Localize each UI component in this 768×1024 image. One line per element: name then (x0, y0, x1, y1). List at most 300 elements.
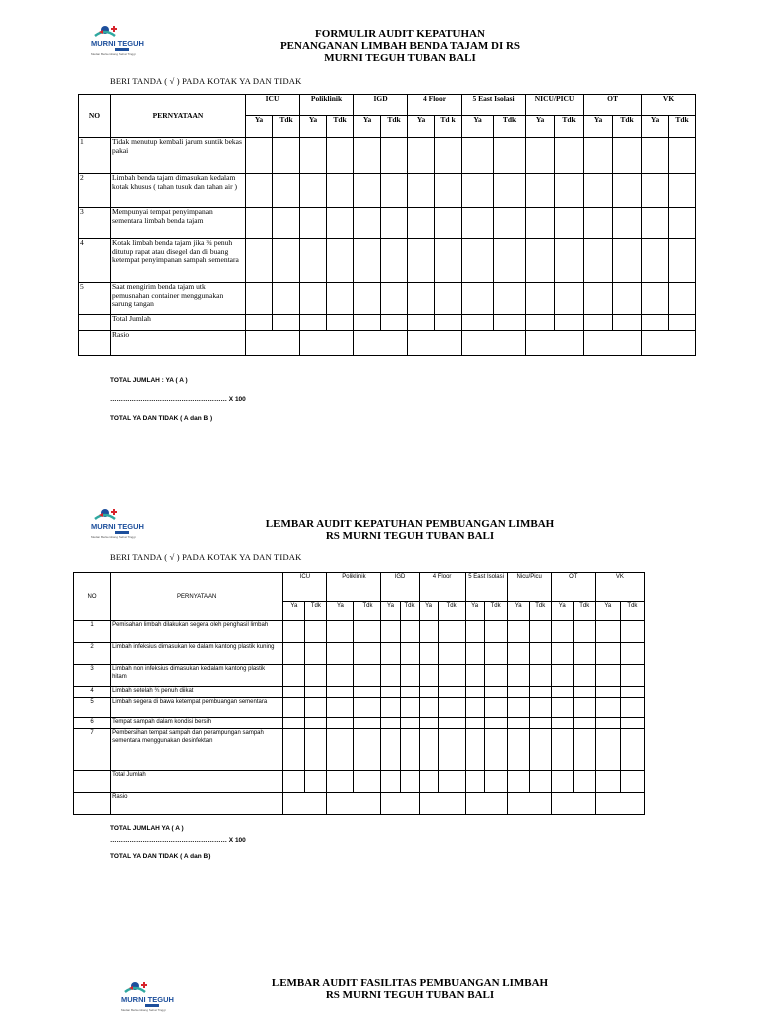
check-cell[interactable] (584, 283, 613, 315)
ya-header: Ya (465, 602, 484, 621)
check-cell[interactable] (613, 174, 642, 208)
check-cell[interactable] (584, 239, 613, 283)
check-cell[interactable] (620, 665, 644, 687)
rasio-cell[interactable] (381, 793, 419, 815)
check-cell[interactable] (465, 687, 484, 698)
check-cell[interactable] (584, 208, 613, 239)
check-cell[interactable] (555, 174, 584, 208)
check-cell[interactable] (435, 138, 462, 174)
form2-formula-numerator: TOTAL JUMLAH YA ( A ) (110, 825, 184, 832)
check-cell[interactable] (484, 621, 507, 643)
table-row (79, 239, 696, 283)
form1-audit-table (78, 94, 696, 356)
check-cell[interactable] (494, 208, 526, 239)
check-cell[interactable] (354, 138, 381, 174)
check-cell[interactable] (526, 208, 555, 239)
check-cell[interactable] (620, 621, 644, 643)
tdk-header: Tdk (354, 602, 381, 621)
check-cell[interactable] (465, 718, 484, 729)
header-no: NO (74, 573, 111, 621)
form1-title-line: FORMULIR AUDIT KEPATUHAN (315, 28, 485, 40)
check-cell[interactable] (438, 643, 465, 665)
check-cell[interactable] (595, 621, 620, 643)
check-cell[interactable] (273, 239, 300, 283)
unit-header: Poliklinik (327, 573, 381, 602)
check-cell[interactable] (595, 665, 620, 687)
check-cell[interactable] (669, 208, 696, 239)
check-cell[interactable] (507, 687, 529, 698)
check-cell[interactable] (438, 621, 465, 643)
check-cell[interactable] (305, 687, 327, 698)
check-cell[interactable] (400, 643, 419, 665)
total-label: Total Jumlah (111, 771, 283, 793)
check-cell[interactable] (400, 771, 419, 793)
check-cell[interactable] (529, 643, 551, 665)
check-cell[interactable] (573, 698, 595, 718)
check-cell[interactable] (613, 239, 642, 283)
check-cell[interactable] (381, 729, 400, 771)
check-cell[interactable] (327, 208, 354, 239)
check-cell[interactable] (246, 138, 273, 174)
check-cell[interactable] (327, 771, 354, 793)
check-cell[interactable] (573, 771, 595, 793)
rasio-cell[interactable] (419, 793, 465, 815)
form1-instruction: BERI TANDA ( √ ) PADA KOTAK YA DAN TIDAK (110, 76, 302, 86)
check-cell[interactable] (273, 315, 300, 331)
check-cell[interactable] (419, 718, 438, 729)
form3-title (240, 977, 580, 1001)
rasio-cell[interactable] (465, 793, 507, 815)
check-cell[interactable] (327, 138, 354, 174)
table-row (79, 138, 696, 174)
check-cell[interactable] (438, 698, 465, 718)
check-cell[interactable] (246, 315, 273, 331)
check-cell[interactable] (462, 138, 494, 174)
check-cell[interactable] (465, 729, 484, 771)
check-cell[interactable] (595, 771, 620, 793)
check-cell[interactable] (435, 174, 462, 208)
table-row (79, 283, 696, 315)
check-cell[interactable] (354, 174, 381, 208)
check-cell[interactable] (438, 687, 465, 698)
check-cell[interactable] (595, 643, 620, 665)
check-cell[interactable] (620, 687, 644, 698)
ya-header: Ya (526, 116, 555, 138)
check-cell[interactable] (400, 665, 419, 687)
check-cell[interactable] (283, 687, 305, 698)
check-cell[interactable] (354, 239, 381, 283)
hospital-logo (85, 505, 167, 539)
check-cell[interactable] (462, 283, 494, 315)
rasio-cell[interactable] (462, 331, 526, 356)
check-cell[interactable] (381, 718, 400, 729)
check-cell[interactable] (438, 771, 465, 793)
check-cell[interactable] (462, 174, 494, 208)
check-cell[interactable] (400, 718, 419, 729)
check-cell[interactable] (494, 239, 526, 283)
check-cell[interactable] (246, 239, 273, 283)
check-cell[interactable] (507, 621, 529, 643)
check-cell[interactable] (551, 729, 573, 771)
check-cell[interactable] (620, 643, 644, 665)
check-cell[interactable] (435, 239, 462, 283)
check-cell[interactable] (555, 138, 584, 174)
check-cell[interactable] (300, 174, 327, 208)
check-cell[interactable] (529, 687, 551, 698)
check-cell[interactable] (613, 315, 642, 331)
check-cell[interactable] (584, 174, 613, 208)
check-cell[interactable] (408, 208, 435, 239)
rasio-cell[interactable] (526, 331, 584, 356)
check-cell[interactable] (400, 687, 419, 698)
check-cell[interactable] (381, 283, 408, 315)
form2-instruction: BERI TANDA ( √ ) PADA KOTAK YA DAN TIDAK (110, 552, 302, 562)
hospital-logo (115, 978, 197, 1012)
check-cell[interactable] (354, 698, 381, 718)
check-cell[interactable] (300, 208, 327, 239)
rasio-cell[interactable] (354, 331, 408, 356)
check-cell[interactable] (595, 718, 620, 729)
form3-title-line: RS MURNI TEGUH TUBAN BALI (325, 989, 495, 1001)
check-cell[interactable] (620, 718, 644, 729)
check-cell[interactable] (573, 729, 595, 771)
total-row (74, 771, 645, 793)
check-cell[interactable] (465, 643, 484, 665)
check-cell[interactable] (555, 315, 584, 331)
check-cell[interactable] (305, 643, 327, 665)
check-cell[interactable] (300, 315, 327, 331)
rasio-cell[interactable] (584, 331, 642, 356)
check-cell[interactable] (438, 665, 465, 687)
check-cell[interactable] (669, 315, 696, 331)
unit-header: IGD (381, 573, 419, 602)
check-cell[interactable] (300, 138, 327, 174)
check-cell[interactable] (283, 698, 305, 718)
check-cell[interactable] (551, 643, 573, 665)
table-row (79, 208, 696, 239)
ya-header: Ya (419, 602, 438, 621)
check-cell[interactable] (381, 665, 400, 687)
check-cell[interactable] (354, 665, 381, 687)
rasio-label: Rasio (111, 793, 283, 815)
check-cell[interactable] (305, 718, 327, 729)
check-cell[interactable] (381, 621, 400, 643)
check-cell[interactable] (327, 729, 354, 771)
check-cell[interactable] (435, 283, 462, 315)
check-cell[interactable] (327, 665, 354, 687)
check-cell[interactable] (555, 283, 584, 315)
svg-text:MURNI TEGUH: MURNI TEGUH (91, 522, 144, 531)
check-cell[interactable] (620, 698, 644, 718)
check-cell[interactable] (529, 718, 551, 729)
check-cell[interactable] (283, 621, 305, 643)
row-no: 4 (79, 239, 111, 283)
check-cell[interactable] (551, 621, 573, 643)
svg-text:MURNI TEGUH: MURNI TEGUH (121, 995, 174, 1004)
check-cell[interactable] (408, 174, 435, 208)
check-cell[interactable] (529, 771, 551, 793)
check-cell[interactable] (354, 687, 381, 698)
ya-header: Ya (462, 116, 494, 138)
check-cell[interactable] (484, 729, 507, 771)
row-statement: Limbah infeksius dimasukan ke dalam kantong plastik kuning (111, 643, 283, 665)
check-cell[interactable] (419, 665, 438, 687)
check-cell[interactable] (595, 729, 620, 771)
check-cell[interactable] (494, 174, 526, 208)
check-cell[interactable] (551, 698, 573, 718)
check-cell[interactable] (305, 621, 327, 643)
check-cell[interactable] (435, 208, 462, 239)
check-cell[interactable] (327, 239, 354, 283)
row-no: 1 (79, 138, 111, 174)
rasio-cell[interactable] (642, 331, 696, 356)
check-cell[interactable] (494, 283, 526, 315)
ya-header: Ya (642, 116, 669, 138)
check-cell[interactable] (354, 718, 381, 729)
check-cell[interactable] (419, 687, 438, 698)
row-no: 2 (79, 174, 111, 208)
check-cell[interactable] (354, 621, 381, 643)
check-cell[interactable] (462, 239, 494, 283)
check-cell[interactable] (494, 138, 526, 174)
check-cell[interactable] (507, 643, 529, 665)
check-cell[interactable] (484, 718, 507, 729)
check-cell[interactable] (465, 621, 484, 643)
check-cell[interactable] (305, 698, 327, 718)
check-cell[interactable] (595, 687, 620, 698)
check-cell[interactable] (620, 771, 644, 793)
check-cell[interactable] (435, 315, 462, 331)
check-cell[interactable] (354, 643, 381, 665)
form3-title-line: LEMBAR AUDIT FASILITAS PEMBUANGAN LIMBAH (271, 977, 549, 989)
unit-header: OT (551, 573, 595, 602)
check-cell[interactable] (300, 239, 327, 283)
check-cell[interactable] (595, 698, 620, 718)
tdk-header: Tdk (327, 116, 354, 138)
rasio-cell[interactable] (300, 331, 354, 356)
check-cell[interactable] (327, 621, 354, 643)
row-statement: Tempat sampah dalam kondisi bersih (111, 718, 283, 729)
check-cell[interactable] (529, 729, 551, 771)
row-statement: Mempunyai tempat penyimpanan sementara limbah benda tajam (111, 208, 246, 239)
tdk-header: Tdk (305, 602, 327, 621)
check-cell[interactable] (305, 771, 327, 793)
check-cell[interactable] (246, 208, 273, 239)
check-cell[interactable] (642, 315, 669, 331)
check-cell[interactable] (526, 138, 555, 174)
check-cell[interactable] (300, 283, 327, 315)
check-cell[interactable] (419, 771, 438, 793)
check-cell[interactable] (438, 729, 465, 771)
check-cell[interactable] (381, 315, 408, 331)
check-cell[interactable] (642, 174, 669, 208)
check-cell[interactable] (305, 665, 327, 687)
check-cell[interactable] (529, 665, 551, 687)
check-cell[interactable] (283, 643, 305, 665)
tdk-header: Tdk (484, 602, 507, 621)
check-cell[interactable] (327, 718, 354, 729)
check-cell[interactable] (573, 621, 595, 643)
check-cell[interactable] (283, 718, 305, 729)
tdk-header: Td k (435, 116, 462, 138)
unit-header: ICU (283, 573, 327, 602)
table-row (74, 643, 645, 665)
check-cell[interactable] (484, 687, 507, 698)
form2-formula-denominator: TOTAL YA DAN TIDAK ( A dan B) (110, 853, 211, 860)
check-cell[interactable] (381, 643, 400, 665)
rasio-cell[interactable] (283, 793, 327, 815)
check-cell[interactable] (669, 239, 696, 283)
check-cell[interactable] (573, 687, 595, 698)
check-cell[interactable] (551, 718, 573, 729)
check-cell[interactable] (327, 315, 354, 331)
check-cell[interactable] (381, 239, 408, 283)
check-cell[interactable] (408, 315, 435, 331)
check-cell[interactable] (354, 208, 381, 239)
check-cell[interactable] (573, 665, 595, 687)
check-cell[interactable] (669, 174, 696, 208)
check-cell[interactable] (484, 698, 507, 718)
check-cell[interactable] (573, 643, 595, 665)
check-cell[interactable] (620, 729, 644, 771)
check-cell[interactable] (381, 208, 408, 239)
check-cell[interactable] (465, 665, 484, 687)
check-cell[interactable] (283, 665, 305, 687)
check-cell[interactable] (484, 771, 507, 793)
check-cell[interactable] (327, 698, 354, 718)
check-cell[interactable] (381, 174, 408, 208)
check-cell[interactable] (381, 771, 400, 793)
row-no: 2 (74, 643, 111, 665)
check-cell[interactable] (305, 729, 327, 771)
check-cell[interactable] (507, 729, 529, 771)
check-cell[interactable] (381, 138, 408, 174)
header-no: NO (79, 95, 111, 138)
form1-formula-numerator: TOTAL JUMLAH : YA ( A ) (110, 377, 188, 384)
svg-text:MURNI TEGUH: MURNI TEGUH (91, 39, 144, 48)
check-cell[interactable] (551, 687, 573, 698)
check-cell[interactable] (273, 208, 300, 239)
check-cell[interactable] (354, 771, 381, 793)
check-cell[interactable] (419, 621, 438, 643)
check-cell[interactable] (327, 643, 354, 665)
unit-header: VK (595, 573, 644, 602)
check-cell[interactable] (555, 239, 584, 283)
check-cell[interactable] (400, 698, 419, 718)
check-cell[interactable] (669, 283, 696, 315)
check-cell[interactable] (494, 315, 526, 331)
rasio-cell[interactable] (246, 331, 300, 356)
check-cell[interactable] (642, 283, 669, 315)
tdk-header: Tdk (494, 116, 526, 138)
unit-header: VK (642, 95, 696, 116)
check-cell[interactable] (462, 315, 494, 331)
check-cell[interactable] (526, 283, 555, 315)
tdk-header: Tdk (273, 116, 300, 138)
check-cell[interactable] (507, 718, 529, 729)
check-cell[interactable] (462, 208, 494, 239)
check-cell[interactable] (419, 729, 438, 771)
check-cell[interactable] (529, 621, 551, 643)
check-cell[interactable] (327, 174, 354, 208)
check-cell[interactable] (507, 771, 529, 793)
row-statement: Limbah non infeksius dimasukan kedalam kantong plastik hitam (111, 665, 283, 687)
check-cell[interactable] (529, 698, 551, 718)
check-cell[interactable] (526, 174, 555, 208)
check-cell[interactable] (642, 239, 669, 283)
check-cell[interactable] (408, 239, 435, 283)
check-cell[interactable] (438, 718, 465, 729)
check-cell[interactable] (273, 174, 300, 208)
check-cell[interactable] (354, 283, 381, 315)
check-cell[interactable] (507, 698, 529, 718)
check-cell[interactable] (555, 208, 584, 239)
check-cell[interactable] (381, 687, 400, 698)
check-cell[interactable] (551, 771, 573, 793)
rasio-label: Rasio (111, 331, 246, 356)
check-cell[interactable] (484, 665, 507, 687)
check-cell[interactable] (400, 621, 419, 643)
check-cell[interactable] (419, 643, 438, 665)
svg-text:Medan Berkembang Sehat Tinggi: Medan Berkembang Sehat Tinggi (121, 1008, 166, 1012)
check-cell[interactable] (283, 771, 305, 793)
check-cell[interactable] (400, 729, 419, 771)
check-cell[interactable] (246, 283, 273, 315)
check-cell[interactable] (484, 643, 507, 665)
check-cell[interactable] (327, 283, 354, 315)
form1-title-line: MURNI TEGUH TUBAN BALI (324, 52, 476, 64)
check-cell[interactable] (419, 698, 438, 718)
check-cell[interactable] (584, 138, 613, 174)
check-cell[interactable] (584, 315, 613, 331)
check-cell[interactable] (669, 138, 696, 174)
check-cell[interactable] (642, 208, 669, 239)
ya-header: Ya (327, 602, 354, 621)
check-cell[interactable] (354, 729, 381, 771)
unit-header: Nicu/Picu (507, 573, 551, 602)
rasio-cell[interactable] (507, 793, 551, 815)
unit-header: 5 East Isolasi (465, 573, 507, 602)
check-cell[interactable] (526, 315, 555, 331)
rasio-cell[interactable] (595, 793, 644, 815)
check-cell[interactable] (507, 665, 529, 687)
check-cell[interactable] (613, 283, 642, 315)
check-cell[interactable] (381, 698, 400, 718)
check-cell[interactable] (246, 174, 273, 208)
check-cell[interactable] (465, 771, 484, 793)
check-cell[interactable] (408, 283, 435, 315)
ya-header: Ya (595, 602, 620, 621)
rasio-cell[interactable] (551, 793, 595, 815)
check-cell[interactable] (551, 665, 573, 687)
check-cell[interactable] (283, 729, 305, 771)
check-cell[interactable] (526, 239, 555, 283)
check-cell[interactable] (613, 138, 642, 174)
check-cell[interactable] (327, 687, 354, 698)
check-cell[interactable] (465, 698, 484, 718)
unit-header: 4 Floor (419, 573, 465, 602)
check-cell[interactable] (642, 138, 669, 174)
rasio-cell[interactable] (408, 331, 462, 356)
check-cell[interactable] (273, 283, 300, 315)
check-cell[interactable] (354, 315, 381, 331)
form2-title (240, 518, 580, 542)
check-cell[interactable] (408, 138, 435, 174)
check-cell[interactable] (273, 138, 300, 174)
check-cell[interactable] (613, 208, 642, 239)
check-cell[interactable] (573, 718, 595, 729)
rasio-cell[interactable] (327, 793, 381, 815)
